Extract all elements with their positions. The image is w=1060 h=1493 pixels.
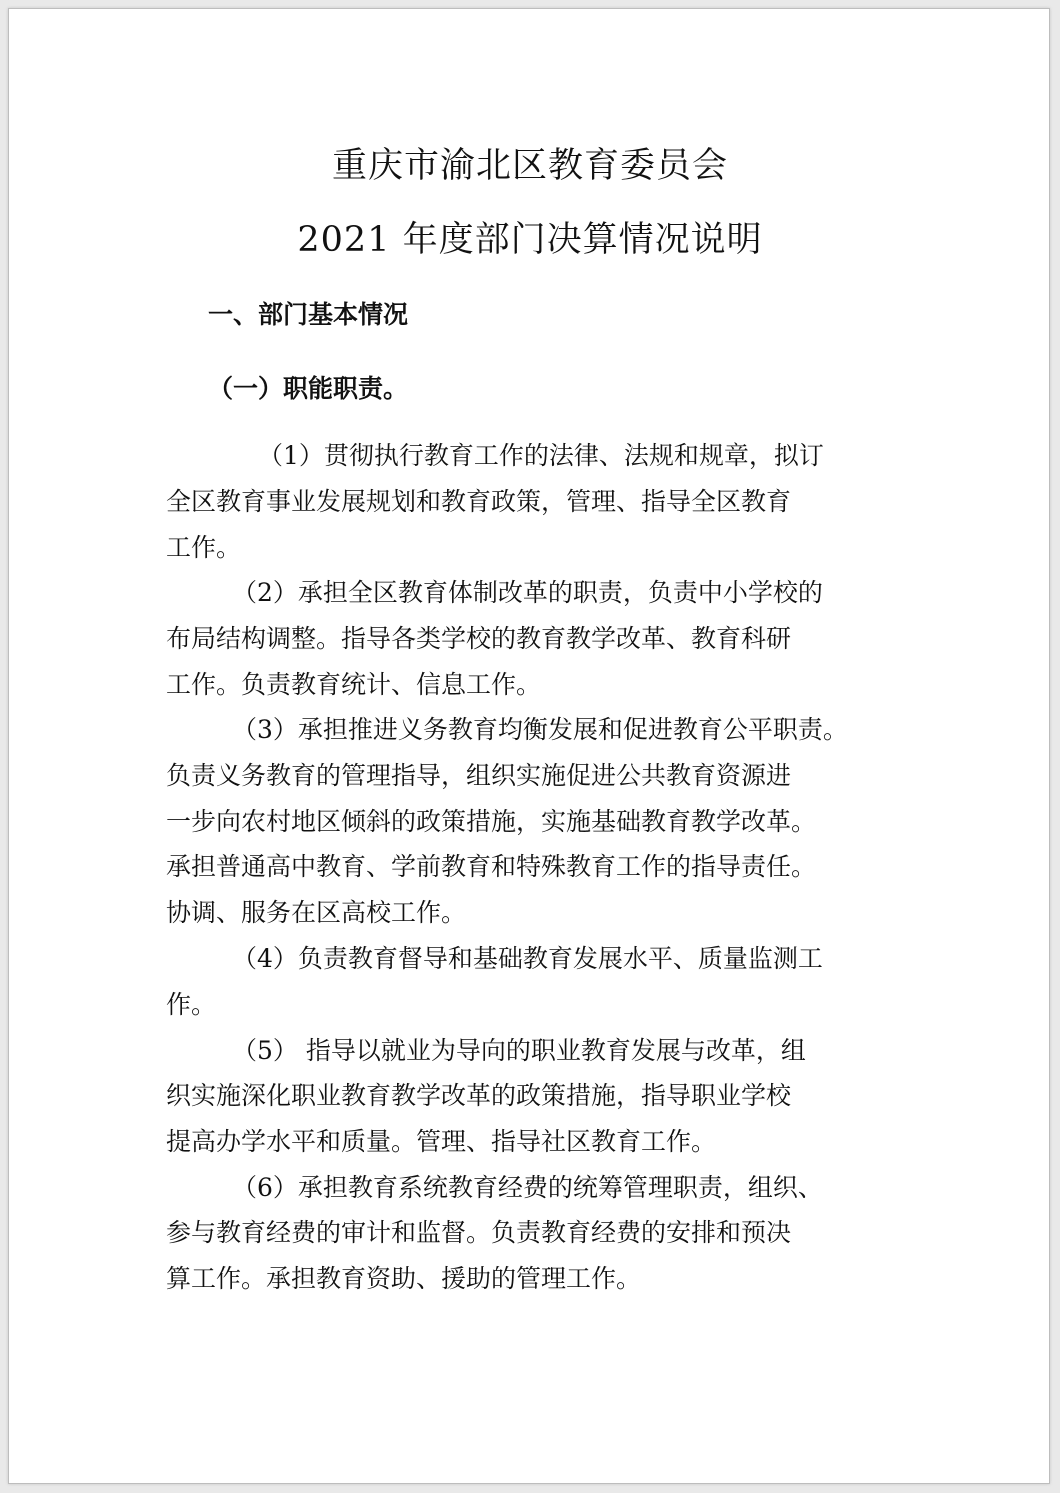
paragraph-line: 协调、服务在区高校工作。 xyxy=(166,898,467,927)
paragraph-line: 作。 xyxy=(166,990,217,1019)
paragraph-line: 参与教育经费的审计和监督。负责教育经费的安排和预决 xyxy=(166,1218,792,1247)
paragraph-line: 工作。 xyxy=(166,533,242,562)
paragraph-line: （4）负责教育督导和基础教育发展水平、质量监测工 xyxy=(232,944,823,973)
paragraph-line: 一步向农村地区倾斜的政策措施，实施基础教育教学改革。 xyxy=(166,807,817,836)
paragraph-line: 承担普通高中教育、学前教育和特殊教育工作的指导责任。 xyxy=(166,852,817,881)
section-heading: 一、部门基本情况 xyxy=(208,300,409,329)
paragraph-line: 织实施深化职业教育教学改革的政策措施，指导职业学校 xyxy=(166,1081,792,1110)
paragraph-line: （1）贯彻执行教育工作的法律、法规和规章，拟订 xyxy=(258,441,824,470)
paragraph-line: （6）承担教育系统教育经费的统筹管理职责，组织、 xyxy=(232,1173,823,1202)
paragraph-line: 布局结构调整。指导各类学校的教育教学改革、教育科研 xyxy=(166,624,792,653)
paragraph-line: 全区教育事业发展规划和教育政策，管理、指导全区教育 xyxy=(166,487,792,516)
subsection-heading: （一）职能职责。 xyxy=(208,374,409,403)
paragraph-line: （3）承担推进义务教育均衡发展和促进教育公平职责。 xyxy=(232,715,848,744)
document-title-line2: 2021 年度部门决算情况说明 xyxy=(297,220,763,260)
paragraph-line: 负责义务教育的管理指导，组织实施促进公共教育资源进 xyxy=(166,761,792,790)
document-title-line1: 重庆市渝北区教育委员会 xyxy=(331,146,728,186)
paragraph-line: 工作。负责教育统计、信息工作。 xyxy=(166,670,542,699)
paragraph-line: 算工作。承担教育资助、援助的管理工作。 xyxy=(166,1264,642,1293)
paragraph-line: （5） 指导以就业为导向的职业教育发展与改革，组 xyxy=(232,1036,806,1065)
paragraph-line: 提高办学水平和质量。管理、指导社区教育工作。 xyxy=(166,1127,717,1156)
paragraph-line: （2）承担全区教育体制改革的职责，负责中小学校的 xyxy=(232,578,823,607)
